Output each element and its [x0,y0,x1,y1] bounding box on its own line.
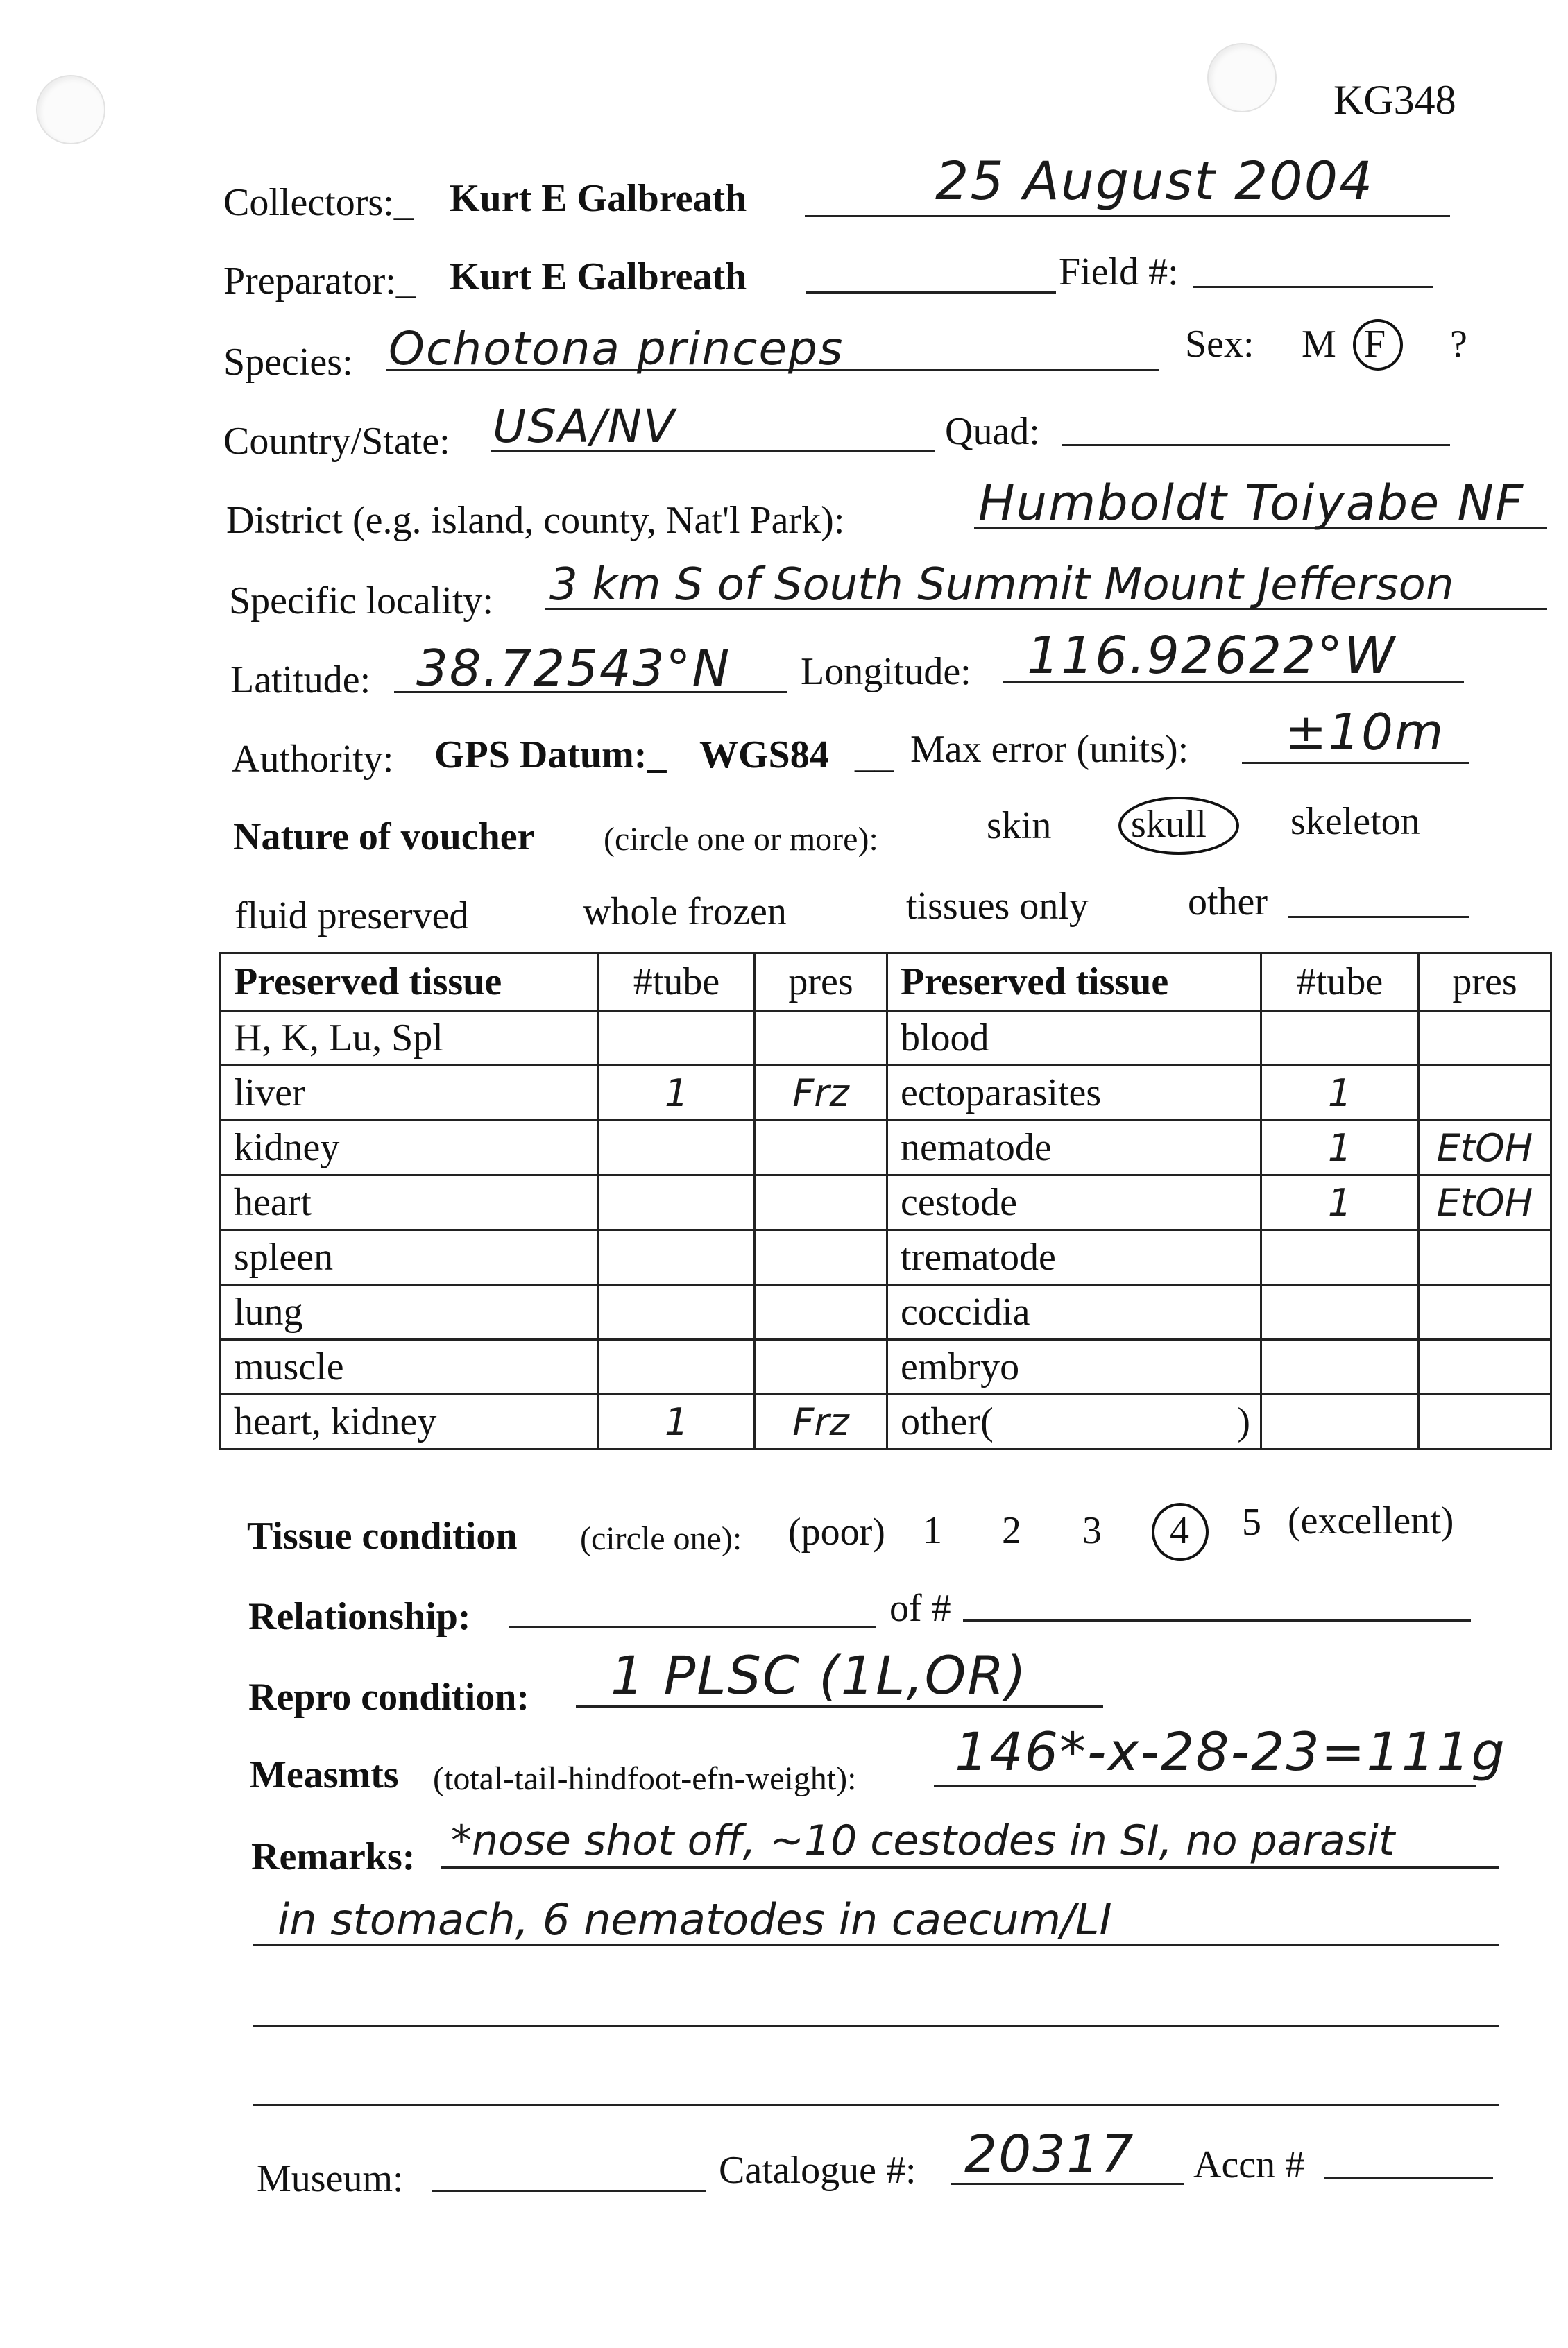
relationship-underline [509,1626,876,1628]
condition-poor: (poor) [788,1511,885,1554]
voucher-option-tissues: tissues only [906,885,1089,928]
tube-cell: 1 [599,1066,755,1121]
header-tube-left: #tube [599,953,755,1011]
other-open-label: other( [901,1400,994,1443]
pres-cell [755,1121,887,1175]
locality-value: 3 km S of South Summit Mount Jefferson [549,559,1454,611]
header-tissue-left: Preserved tissue [221,953,599,1011]
max-error-underline [1242,762,1469,764]
collectors-underline [805,215,1450,217]
header-tissue-right: Preserved tissue [887,953,1261,1011]
tissue-cell: spleen [221,1230,599,1285]
voucher-hint: (circle one or more): [604,821,878,858]
form-id: KG348 [1333,77,1456,123]
measurements-underline [934,1785,1476,1787]
voucher-label: Nature of voucher [233,815,535,858]
table-row [221,1121,1551,1175]
condition-label: Tissue condition [247,1515,518,1558]
max-error-label: Max error (units): [910,728,1189,771]
country-label: Country/State: [223,420,450,463]
other-close-paren: ) [1237,1400,1250,1443]
tissue-cell: H, K, Lu, Spl [221,1011,599,1066]
measurements-value: 146*-x-28-23=111g [955,1721,1506,1783]
voucher-option-skull: skull [1131,803,1207,846]
pres-cell [1419,1395,1551,1449]
tube-cell [599,1340,755,1395]
condition-option-5: 5 [1242,1501,1261,1544]
table-header-row [221,953,1551,1011]
tissue-table [219,952,1552,1450]
condition-hint: (circle one): [580,1520,742,1557]
tissue-cell: coccidia [887,1285,1261,1340]
pres-cell [1419,1011,1551,1066]
tube-cell [1261,1340,1419,1395]
tube-cell [1261,1230,1419,1285]
pres-cell [1419,1230,1551,1285]
voucher-other-underline [1288,916,1469,918]
condition-option-1: 1 [923,1509,942,1552]
tissue-cell: blood [887,1011,1261,1066]
tube-cell: 1 [1261,1066,1419,1121]
species-label: Species: [223,341,353,384]
remarks-underline-3 [253,2025,1499,2027]
tube-cell [1261,1011,1419,1066]
header-pres-left: pres [755,953,887,1011]
accn-label: Accn # [1193,2143,1305,2186]
tube-cell [1261,1395,1419,1449]
repro-value: 1 PLSC (1L,OR) [611,1644,1028,1706]
condition-option-4: 4 [1170,1509,1189,1552]
district-label: District (e.g. island, county, Nat'l Park): [226,499,845,542]
table-row [221,1011,1551,1066]
tube-cell [599,1011,755,1066]
voucher-option-fluid: fluid preserved [235,894,469,937]
pres-cell [1419,1066,1551,1121]
tissue-cell: cestode [887,1175,1261,1230]
remarks-label: Remarks: [251,1835,416,1878]
species-value: Ochotona princeps [389,322,844,375]
table-row [221,1230,1551,1285]
remarks-underline-4 [253,2104,1499,2106]
tissue-cell: nematode [887,1121,1261,1175]
longitude-value: 116.92622°W [1027,626,1397,686]
tissue-cell: lung [221,1285,599,1340]
relationship-label: Relationship: [248,1595,471,1638]
header-pres-right: pres [1419,953,1551,1011]
longitude-label: Longitude: [801,650,971,693]
pres-cell: EtOH [1419,1175,1551,1230]
condition-option-2: 2 [1002,1509,1021,1552]
table-row [221,1066,1551,1121]
catalogue-value: 20317 [964,2125,1135,2184]
tissue-cell: liver [221,1066,599,1121]
remarks-line-2: in stomach, 6 nematodes in caecum/LI [278,1894,1112,1945]
repro-label: Repro condition: [248,1676,529,1719]
tube-cell [1261,1285,1419,1340]
pres-cell [755,1230,887,1285]
voucher-option-other: other [1188,880,1268,924]
relationship-of-underline [963,1619,1471,1622]
museum-underline [432,2190,706,2192]
table-row [221,1340,1551,1395]
header-tube-right: #tube [1261,953,1419,1011]
tissue-cell-other [887,1395,1261,1449]
relationship-of-label: of # [889,1587,951,1630]
tube-cell [599,1230,755,1285]
country-value: USA/NV [493,400,676,453]
pres-cell [755,1285,887,1340]
collection-date: 25 August 2004 [935,150,1374,212]
punch-hole-left [36,75,105,144]
condition-selected-circle [1152,1503,1209,1561]
table-row [221,1285,1551,1340]
latitude-value: 38.72543°N [416,639,731,697]
tissue-cell: muscle [221,1340,599,1395]
accn-underline [1324,2177,1493,2179]
tube-cell [599,1175,755,1230]
sex-option-m: M [1302,323,1336,366]
measurements-label: Measmts [250,1753,399,1796]
collectors-label: Collectors:_ [223,181,414,224]
pres-cell: EtOH [1419,1121,1551,1175]
collectors-value: Kurt E Galbreath [450,177,747,220]
voucher-selected-circle [1118,797,1239,855]
max-error-value: ±10m [1285,703,1445,761]
punch-hole-right [1207,43,1277,112]
table-row [221,1175,1551,1230]
sex-option-unknown: ? [1450,323,1467,366]
pres-cell [755,1340,887,1395]
sex-option-f: F [1364,323,1386,366]
tissue-cell: heart [221,1175,599,1230]
locality-label: Specific locality: [229,579,493,622]
voucher-option-skin: skin [987,804,1052,847]
remarks-line-1: *nose shot off, ~10 cestodes in SI, no parasit [451,1817,1395,1865]
pres-cell [1419,1340,1551,1395]
pres-cell [755,1011,887,1066]
quad-underline [1062,444,1450,446]
condition-option-3: 3 [1082,1509,1102,1552]
tube-cell [599,1285,755,1340]
tissue-cell: embryo [887,1340,1261,1395]
tissue-cell: heart, kidney [221,1395,599,1449]
quad-label: Quad: [945,410,1040,453]
remarks-underline-1 [441,1866,1499,1869]
gps-datum-value: WGS84 [699,733,829,776]
sex-label: Sex: [1185,323,1254,366]
tissue-cell: kidney [221,1121,599,1175]
tissue-cell: ectoparasites [887,1066,1261,1121]
district-value: Humboldt Toiyabe NF [978,475,1525,531]
tube-cell: 1 [599,1395,755,1449]
pres-cell [755,1175,887,1230]
table-row [221,1395,1551,1449]
condition-excellent: (excellent) [1288,1499,1454,1542]
voucher-option-skeleton: skeleton [1290,800,1420,843]
sex-selected-circle [1353,319,1403,371]
latitude-label: Latitude: [230,658,371,701]
tube-cell: 1 [1261,1175,1419,1230]
pres-cell: Frz [755,1066,887,1121]
voucher-option-frozen: whole frozen [583,890,787,933]
field-number-underline [1193,286,1433,288]
museum-label: Museum: [257,2157,404,2200]
measurements-hint: (total-tail-hindfoot-efn-weight): [433,1760,857,1797]
tube-cell [599,1121,755,1175]
gps-datum-label: GPS Datum:_ [434,733,667,776]
pres-cell: Frz [755,1395,887,1449]
preparator-underline [806,291,1056,294]
catalogue-label: Catalogue #: [719,2149,917,2192]
preparator-label: Preparator:_ [223,260,416,303]
preparator-value: Kurt E Galbreath [450,255,747,298]
authority-label: Authority: [232,738,394,781]
pres-cell [1419,1285,1551,1340]
tube-cell: 1 [1261,1121,1419,1175]
field-number-label: Field #: [1059,250,1179,294]
tissue-cell: trematode [887,1230,1261,1285]
gps-datum-tail: __ [855,733,894,776]
